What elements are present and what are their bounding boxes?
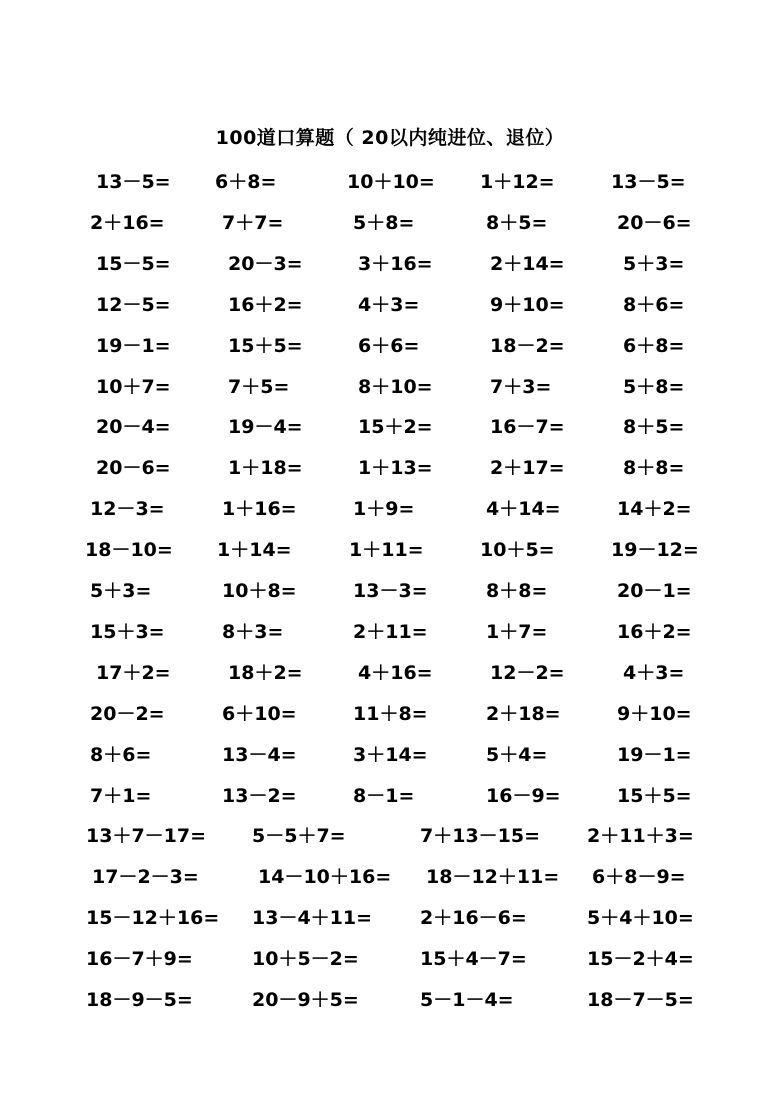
arithmetic-problem: 6＋6=	[358, 335, 420, 357]
problem-row	[0, 249, 780, 279]
arithmetic-problem: 13－2=	[222, 785, 297, 807]
problem-row	[0, 576, 780, 606]
arithmetic-problem: 2＋14=	[490, 253, 565, 275]
arithmetic-problem: 18－10=	[85, 539, 173, 561]
arithmetic-problem: 1＋9=	[353, 498, 415, 520]
arithmetic-problem: 17＋2=	[96, 662, 171, 684]
arithmetic-problem: 7＋13－15=	[420, 825, 541, 847]
arithmetic-problem: 2＋11＋3=	[587, 825, 694, 847]
arithmetic-problem: 16＋2=	[228, 294, 303, 316]
arithmetic-problem: 13－4=	[222, 744, 297, 766]
arithmetic-problem: 5＋8=	[353, 212, 415, 234]
arithmetic-problem: 17－2－3=	[92, 866, 199, 888]
arithmetic-problem: 15－2＋4=	[587, 948, 694, 970]
problem-row	[0, 617, 780, 647]
arithmetic-problem: 5＋4=	[486, 744, 548, 766]
arithmetic-problem: 19－1=	[617, 744, 692, 766]
problem-row	[0, 821, 780, 851]
arithmetic-problem: 15＋5=	[617, 785, 692, 807]
arithmetic-problem: 5＋4＋10=	[587, 907, 694, 929]
arithmetic-problem: 16－7=	[490, 416, 565, 438]
problem-row	[0, 658, 780, 688]
arithmetic-problem: 2＋17=	[490, 457, 565, 479]
arithmetic-problem: 18＋2=	[228, 662, 303, 684]
problem-row	[0, 412, 780, 442]
arithmetic-problem: 8－1=	[353, 785, 415, 807]
arithmetic-problem: 7＋1=	[90, 785, 152, 807]
arithmetic-problem: 8＋8=	[486, 580, 548, 602]
arithmetic-problem: 2＋18=	[486, 703, 561, 725]
problem-row	[0, 944, 780, 974]
arithmetic-problem: 1＋14=	[217, 539, 292, 561]
arithmetic-problem: 15－12＋16=	[86, 907, 220, 929]
arithmetic-problem: 20－4=	[96, 416, 171, 438]
problem-row	[0, 453, 780, 483]
arithmetic-problem: 8＋5=	[623, 416, 685, 438]
arithmetic-problem: 1＋7=	[486, 621, 548, 643]
problem-row	[0, 290, 780, 320]
arithmetic-problem: 7＋7=	[222, 212, 284, 234]
arithmetic-problem: 18－2=	[490, 335, 565, 357]
arithmetic-problem: 14－10＋16=	[258, 866, 392, 888]
arithmetic-problem: 14＋2=	[617, 498, 692, 520]
arithmetic-problem: 10＋5=	[480, 539, 555, 561]
arithmetic-problem: 4＋16=	[358, 662, 433, 684]
arithmetic-problem: 13－4＋11=	[252, 907, 373, 929]
arithmetic-problem: 4＋3=	[358, 294, 420, 316]
arithmetic-problem: 2＋16=	[90, 212, 165, 234]
arithmetic-problem: 20－2=	[90, 703, 165, 725]
arithmetic-problem: 5－1－4=	[420, 989, 514, 1011]
problem-row	[0, 862, 780, 892]
arithmetic-problem: 2＋11=	[353, 621, 428, 643]
arithmetic-problem: 15＋4－7=	[420, 948, 527, 970]
page-title: 100道口算题（ 20以内纯进位、退位）	[215, 127, 565, 149]
problem-row	[0, 167, 780, 197]
arithmetic-problem: 19－1=	[96, 335, 171, 357]
problem-row	[0, 781, 780, 811]
arithmetic-problem: 6＋8=	[215, 171, 277, 193]
arithmetic-problem: 15－5=	[96, 253, 171, 275]
problem-row	[0, 903, 780, 933]
arithmetic-problem: 3＋14=	[353, 744, 428, 766]
arithmetic-problem: 10＋5－2=	[252, 948, 359, 970]
problem-row	[0, 699, 780, 729]
arithmetic-problem: 12－3=	[90, 498, 165, 520]
arithmetic-problem: 16－7＋9=	[86, 948, 193, 970]
problem-row	[0, 208, 780, 238]
arithmetic-problem: 20－6=	[96, 457, 171, 479]
problem-row	[0, 535, 780, 565]
arithmetic-problem: 20－3=	[228, 253, 303, 275]
arithmetic-problem: 1＋13=	[358, 457, 433, 479]
arithmetic-problem: 4＋3=	[623, 662, 685, 684]
arithmetic-problem: 5＋3=	[623, 253, 685, 275]
arithmetic-problem: 13－5=	[611, 171, 686, 193]
arithmetic-problem: 6＋8－9=	[592, 866, 686, 888]
arithmetic-problem: 12－2=	[490, 662, 565, 684]
arithmetic-problem: 5＋3=	[90, 580, 152, 602]
arithmetic-problem: 10＋10=	[347, 171, 435, 193]
arithmetic-problem: 12－5=	[96, 294, 171, 316]
arithmetic-problem: 1＋18=	[228, 457, 303, 479]
arithmetic-problem: 9＋10=	[617, 703, 692, 725]
arithmetic-problem: 6＋8=	[623, 335, 685, 357]
problem-row	[0, 740, 780, 770]
arithmetic-problem: 8＋3=	[222, 621, 284, 643]
arithmetic-problem: 1＋12=	[480, 171, 555, 193]
arithmetic-problem: 13＋7－17=	[86, 825, 207, 847]
arithmetic-problem: 4＋14=	[486, 498, 561, 520]
arithmetic-problem: 9＋10=	[490, 294, 565, 316]
arithmetic-problem: 8＋5=	[486, 212, 548, 234]
arithmetic-problem: 2＋16－6=	[420, 907, 527, 929]
arithmetic-problem: 1＋16=	[222, 498, 297, 520]
problem-row	[0, 331, 780, 361]
problem-row	[0, 494, 780, 524]
arithmetic-problem: 8＋6=	[90, 744, 152, 766]
arithmetic-problem: 19－4=	[228, 416, 303, 438]
arithmetic-problem: 8＋10=	[358, 376, 433, 398]
arithmetic-problem: 3＋16=	[358, 253, 433, 275]
arithmetic-problem: 20－1=	[617, 580, 692, 602]
arithmetic-problem: 13－5=	[96, 171, 171, 193]
arithmetic-problem: 1＋11=	[349, 539, 424, 561]
arithmetic-problem: 11＋8=	[353, 703, 428, 725]
arithmetic-problem: 5＋8=	[623, 376, 685, 398]
arithmetic-problem: 19－12=	[611, 539, 699, 561]
arithmetic-problem: 7＋5=	[228, 376, 290, 398]
arithmetic-problem: 10＋7=	[96, 376, 171, 398]
arithmetic-problem: 15＋5=	[228, 335, 303, 357]
arithmetic-problem: 15＋2=	[358, 416, 433, 438]
arithmetic-problem: 15＋3=	[90, 621, 165, 643]
arithmetic-problem: 18－9－5=	[86, 989, 193, 1011]
arithmetic-problem: 10＋8=	[222, 580, 297, 602]
arithmetic-problem: 6＋10=	[222, 703, 297, 725]
arithmetic-problem: 8＋8=	[623, 457, 685, 479]
arithmetic-problem: 5－5＋7=	[252, 825, 346, 847]
arithmetic-problem: 13－3=	[353, 580, 428, 602]
problem-row	[0, 372, 780, 402]
arithmetic-problem: 7＋3=	[490, 376, 552, 398]
arithmetic-problem: 20－6=	[617, 212, 692, 234]
arithmetic-problem: 18－12＋11=	[426, 866, 560, 888]
arithmetic-problem: 16＋2=	[617, 621, 692, 643]
problem-row	[0, 985, 780, 1015]
arithmetic-problem: 16－9=	[486, 785, 561, 807]
arithmetic-problem: 20－9＋5=	[252, 989, 359, 1011]
arithmetic-problem: 8＋6=	[623, 294, 685, 316]
arithmetic-problem: 18－7－5=	[587, 989, 694, 1011]
